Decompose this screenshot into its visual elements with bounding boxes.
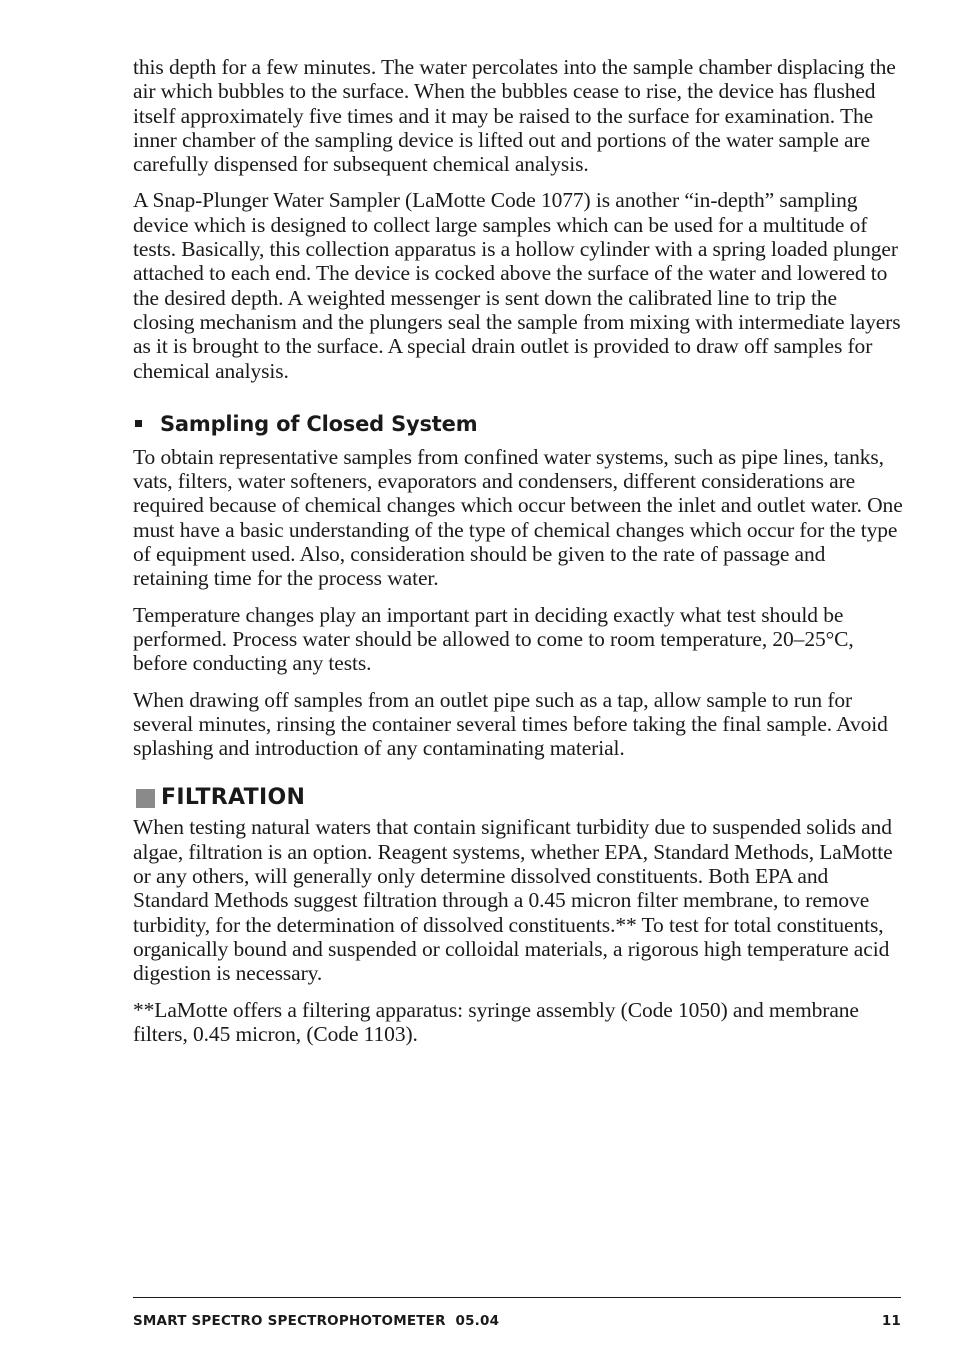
closed-system-heading-text: Sampling of Closed System [160,411,478,436]
page-number: 11 [881,1313,901,1329]
paragraph-depth-sampling: this depth for a few minutes. The water percolates into the sample chamber displacing the air which bubbles to the surface. When the bubbles cease to rise, the device has flushed itself approximately five times and it may be raised to the surface for examination. The inner chamber of the sampling device is lifted out and portions of the water sample are carefully dispensed for subsequent chemical analysis. [133,55,896,177]
paragraph-temperature: Temperature changes play an important part in deciding exactly what test should be performed. Process water should be allowed to come to room temperature, 20–25°C, before conducting any tests. [133,602,854,676]
page-footer [133,1313,901,1329]
paragraph-snap-plunger: A Snap-Plunger Water Sampler (LaMotte Code 1077) is another “in-depth” sampling device which is designed to collect large samples which can be used for a multitude of tests. Basically, this collection apparatus is a hollow cylinder with a spring loaded plunger attached to each end. The device is cocked above the surface of the water and lowered to the desired depth. A weighted messenger is sent down the calibrated line to trip the closing mechanism and the plungers seal the sample from mixing with intermediate layers as it is brought to the surface. A special drain outlet is provided to draw off samples for chemical analysis. [133,188,901,383]
paragraph-filter-apparatus: **LaMotte offers a filtering apparatus: syringe assembly (Code 1050) and membrane filters, 0.45 micron, (Code 1103). [133,997,859,1046]
grey-square-bullet-icon [136,789,155,808]
page-content [133,55,903,1058]
footer-divider [133,1297,901,1298]
filtration-heading [133,785,903,811]
paragraph-outlet-pipe: When drawing off samples from an outlet pipe such as a tap, allow sample to run for several minutes, rinsing the container several times before taking the final sample. Avoid splashing and introduction of any contaminating material. [133,687,888,761]
closed-system-heading [133,411,903,437]
square-bullet-icon [135,420,142,427]
footer-title: SMART SPECTRO SPECTROPHOTOMETER 05.04 [133,1313,500,1329]
filtration-heading-text: FILTRATION [161,785,306,811]
paragraph-filtration: When testing natural waters that contain significant turbidity due to suspended solids and algae, filtration is an option. Reagent systems, whether EPA, Standard Methods, LaMotte or any others, will generally only determine dissolved constituents. Both EPA and Standard Methods suggest filtration through a 0.45 micron filter membrane, to remove turbidity, for the determination of dissolved constituents.** To test for total constituents, organically bound and suspended or colloidal materials, a rigorous high temperature acid digestion is necessary. [133,815,893,986]
paragraph-confined-systems: To obtain representative samples from confined water systems, such as pipe lines, tanks, vats, filters, water softeners, evaporators and condensers, different considerations are required because of chemical changes which occur between the inlet and outlet water. One must have a basic understanding of the type of chemical changes which occur for the type of equipment used. Also, consideration should be given to the rate of passage and retaining time for the process water. [133,444,903,591]
